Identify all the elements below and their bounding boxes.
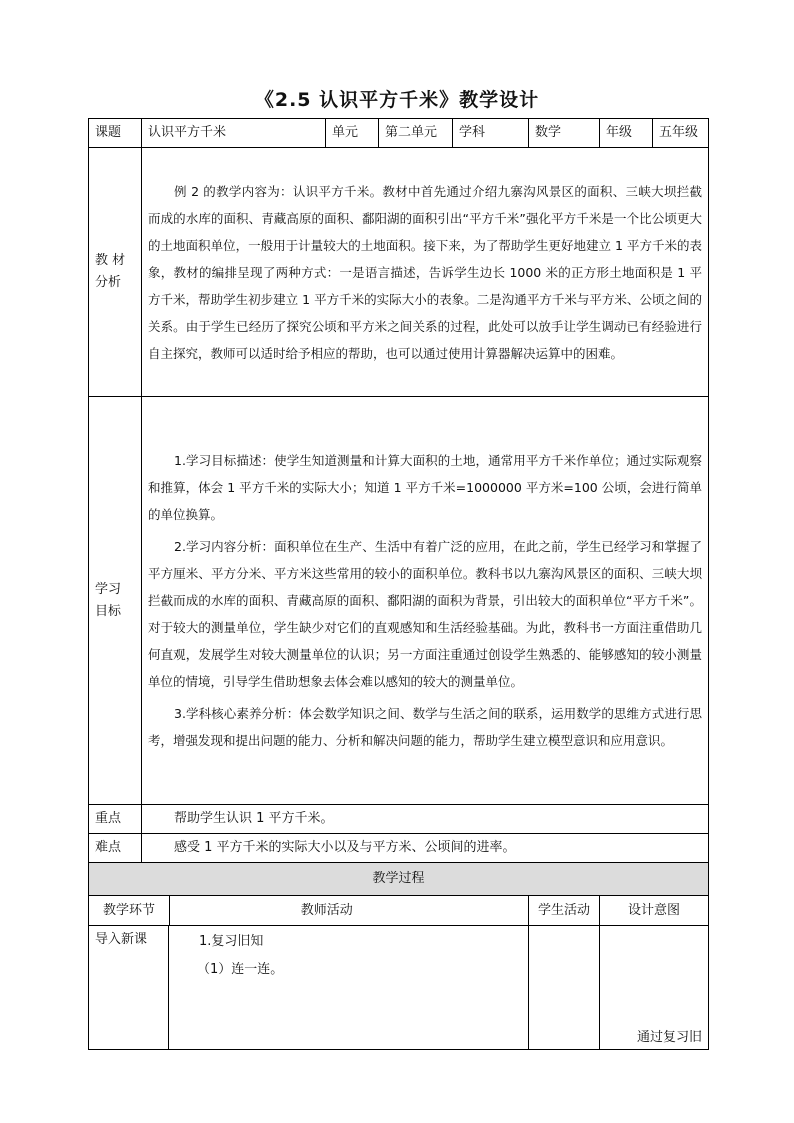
difficulty-label: 难点 bbox=[89, 834, 142, 863]
document-title: 《2.5 认识平方千米》教学设计 bbox=[254, 89, 540, 111]
process-row-intro bbox=[89, 926, 709, 1050]
col-teaching-stage: 教学环节 bbox=[89, 896, 170, 926]
intro-stage-and-teacher bbox=[89, 926, 529, 1050]
textbook-analysis-row bbox=[89, 148, 709, 397]
goal-core-literacy-paragraph: 3.学科核心素养分析：体会数学知识之间、数学与生活之间的联系，运用数学的思维方式进行思考，增强发现和提出问题的能力、分析和解决问题的能力，帮助学生建立模型意识和应用意识。 bbox=[148, 706, 702, 748]
col-design-intent: 设计意图 bbox=[600, 896, 709, 926]
learning-goals-label bbox=[89, 397, 142, 805]
connect-exercise: （1）连一连。 bbox=[197, 962, 284, 977]
textbook-label-line2: 分析 bbox=[95, 275, 122, 290]
key-point-label: 重点 bbox=[89, 805, 142, 834]
intro-student-activity bbox=[529, 926, 600, 1050]
grade-label: 年级 bbox=[600, 119, 653, 148]
goal-content-analysis-paragraph: 2.学习内容分析：面积单位在生产、生活中有着广泛的应用，在此之前，学生已经学习和掌握了平方厘米、平方分米、平方米这些常用的较小的面积单位。教科书以九寨沟风景区的面积、三峡大坝拦截而成的水库的面积、青藏高原的面积、鄱阳湖的面积为背景，引出较大的面积单位“平方千米”。对于较大的测量单位，学生缺少对它们的直观感知和生活经验基础。为此，教科书一方面注重借助几何直观，发展学生对较大测量单位的认识；另一方面注重通过创设学生熟悉的、能够感知的较小测量单位的情境，引导学生借助想象去体会难以感知的较大的测量单位。 bbox=[148, 539, 702, 689]
intro-design-intent bbox=[600, 926, 709, 1050]
learning-goals-content bbox=[142, 397, 709, 805]
grade-value: 五年级 bbox=[653, 119, 709, 148]
unit-label: 单元 bbox=[326, 119, 379, 148]
key-point-row bbox=[89, 805, 709, 834]
key-point-text: 帮助学生认识 1 平方千米。 bbox=[142, 805, 709, 834]
difficulty-text: 感受 1 平方千米的实际大小以及与平方米、公顷间的进率。 bbox=[142, 834, 709, 863]
col-teacher-activity-label: 教师活动 bbox=[300, 902, 353, 918]
process-heading: 教学过程 bbox=[89, 863, 709, 896]
review-heading: 1.复习旧知 bbox=[199, 934, 264, 949]
textbook-analysis-label bbox=[89, 148, 142, 397]
header-row bbox=[89, 119, 709, 148]
process-heading-row bbox=[89, 863, 709, 896]
intro-intent-note: 通过复习旧 bbox=[636, 1030, 702, 1045]
process-columns-row bbox=[89, 896, 709, 926]
goals-label-line2: 目标 bbox=[95, 603, 122, 619]
learning-goals-row bbox=[89, 397, 709, 805]
lesson-plan-table bbox=[88, 118, 709, 1050]
textbook-analysis-content bbox=[142, 148, 709, 397]
subject-label: 学科 bbox=[453, 119, 529, 148]
intro-stage: 导入新课 bbox=[89, 926, 169, 1049]
topic-value: 认识平方千米 bbox=[142, 119, 326, 148]
intro-teacher-activity bbox=[169, 926, 528, 1049]
col-teacher-activity bbox=[300, 896, 529, 926]
goals-label-line1: 学习 bbox=[95, 581, 122, 597]
col-teaching-stage-placeholder bbox=[89, 896, 326, 926]
textbook-label-line1: 教 材 bbox=[95, 253, 126, 268]
goal-objective-paragraph: 1.学习目标描述：使学生知道测量和计算大面积的土地，通常用平方千米作单位；通过实际观察和推算，体会 1 平方千米的实际大小；知道 1 平方千米=1000000 平方米=100 公顷，会进行简单的单位换算。 bbox=[148, 453, 702, 522]
textbook-analysis-text: 例 2 的教学内容为：认识平方千米。教材中首先通过介绍九寨沟风景区的面积、三峡大坝拦截而成的水库的面积、青藏高原的面积、鄱阳湖的面积引出“平方千米”强化平方千米是一个比公顷更大的土地面积单位，一般用于计量较大的土地面积。接下来，为了帮助学生更好地建立 1 平方千米的表象，教材的编排呈现了两种方式：一是语言描述，告诉学生边长 1000 米的正方形土地面积是 1 平方千米，帮助学生初步建立 1 平方千米的实际大小的表象。二是沟通平方千米与平方米、公顷之间的关系。由于学生已经历了探究公顷和平方米之间关系的过程，此处可以放手让学生调动已有经验进行自主探究，教师可以适时给予相应的帮助，也可以通过使用计算器解决运算中的困难。 bbox=[148, 183, 702, 361]
subject-value: 数学 bbox=[529, 119, 600, 148]
topic-label: 课题 bbox=[89, 119, 142, 148]
unit-value: 第二单元 bbox=[379, 119, 453, 148]
col-student-activity: 学生活动 bbox=[529, 896, 600, 926]
difficulty-row bbox=[89, 834, 709, 863]
